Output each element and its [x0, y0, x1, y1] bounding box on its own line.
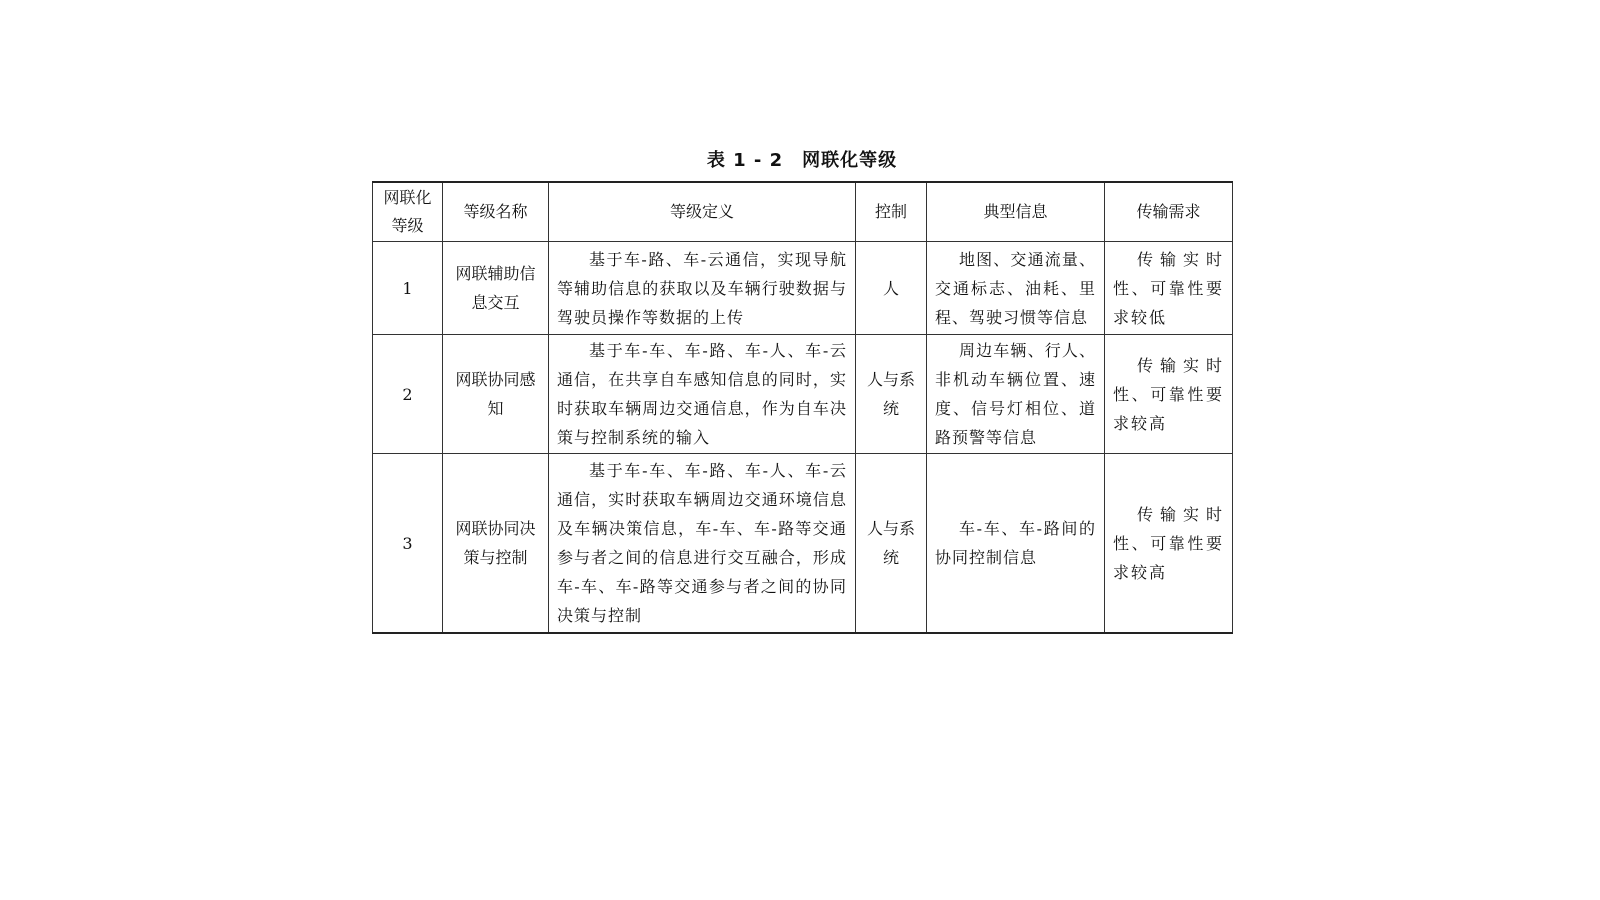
cell-level: 1 [373, 242, 443, 335]
cell-requirement: 传输实时性、可靠性要求较高 [1105, 454, 1233, 634]
table-row [373, 242, 1233, 335]
cell-requirement: 传输实时性、可靠性要求较高 [1105, 335, 1233, 454]
header-control: 控制 [856, 182, 927, 242]
cell-control: 人 [856, 242, 927, 335]
cell-control: 人与系统 [856, 454, 927, 634]
network-level-table-container [372, 181, 1232, 634]
cell-control: 人与系统 [856, 335, 927, 454]
cell-info: 周边车辆、行人、非机动车辆位置、速度、信号灯相位、道路预警等信息 [927, 335, 1105, 454]
cell-definition: 基于车-车、车-路、车-人、车-云通信，在共享自车感知信息的同时，实时获取车辆周边交通信息，作为自车决策与控制系统的输入 [549, 335, 856, 454]
cell-name: 网联辅助信息交互 [443, 242, 549, 335]
cell-name: 网联协同感知 [443, 335, 549, 454]
header-requirement: 传输需求 [1105, 182, 1233, 242]
table-caption: 表 1 - 2 网联化等级 [706, 150, 898, 171]
cell-info: 车-车、车-路间的协同控制信息 [927, 454, 1105, 634]
cell-level: 3 [373, 454, 443, 634]
table-row [373, 335, 1233, 454]
table-header-row [373, 182, 1233, 242]
cell-definition: 基于车-路、车-云通信，实现导航等辅助信息的获取以及车辆行驶数据与驾驶员操作等数据的上传 [549, 242, 856, 335]
table-row [373, 454, 1233, 634]
cell-info: 地图、交通流量、交通标志、油耗、里程、驾驶习惯等信息 [927, 242, 1105, 335]
header-definition: 等级定义 [549, 182, 856, 242]
cell-definition: 基于车-车、车-路、车-人、车-云通信，实时获取车辆周边交通环境信息及车辆决策信息，车-车、车-路等交通参与者之间的信息进行交互融合，形成车-车、车-路等交通参与者之间的协同决策与控制 [549, 454, 856, 634]
header-name: 等级名称 [443, 182, 549, 242]
cell-level: 2 [373, 335, 443, 454]
header-info: 典型信息 [927, 182, 1105, 242]
header-level: 网联化等级 [373, 182, 443, 242]
cell-name: 网联协同决策与控制 [443, 454, 549, 634]
network-level-table [372, 181, 1233, 634]
cell-requirement: 传输实时性、可靠性要求较低 [1105, 242, 1233, 335]
